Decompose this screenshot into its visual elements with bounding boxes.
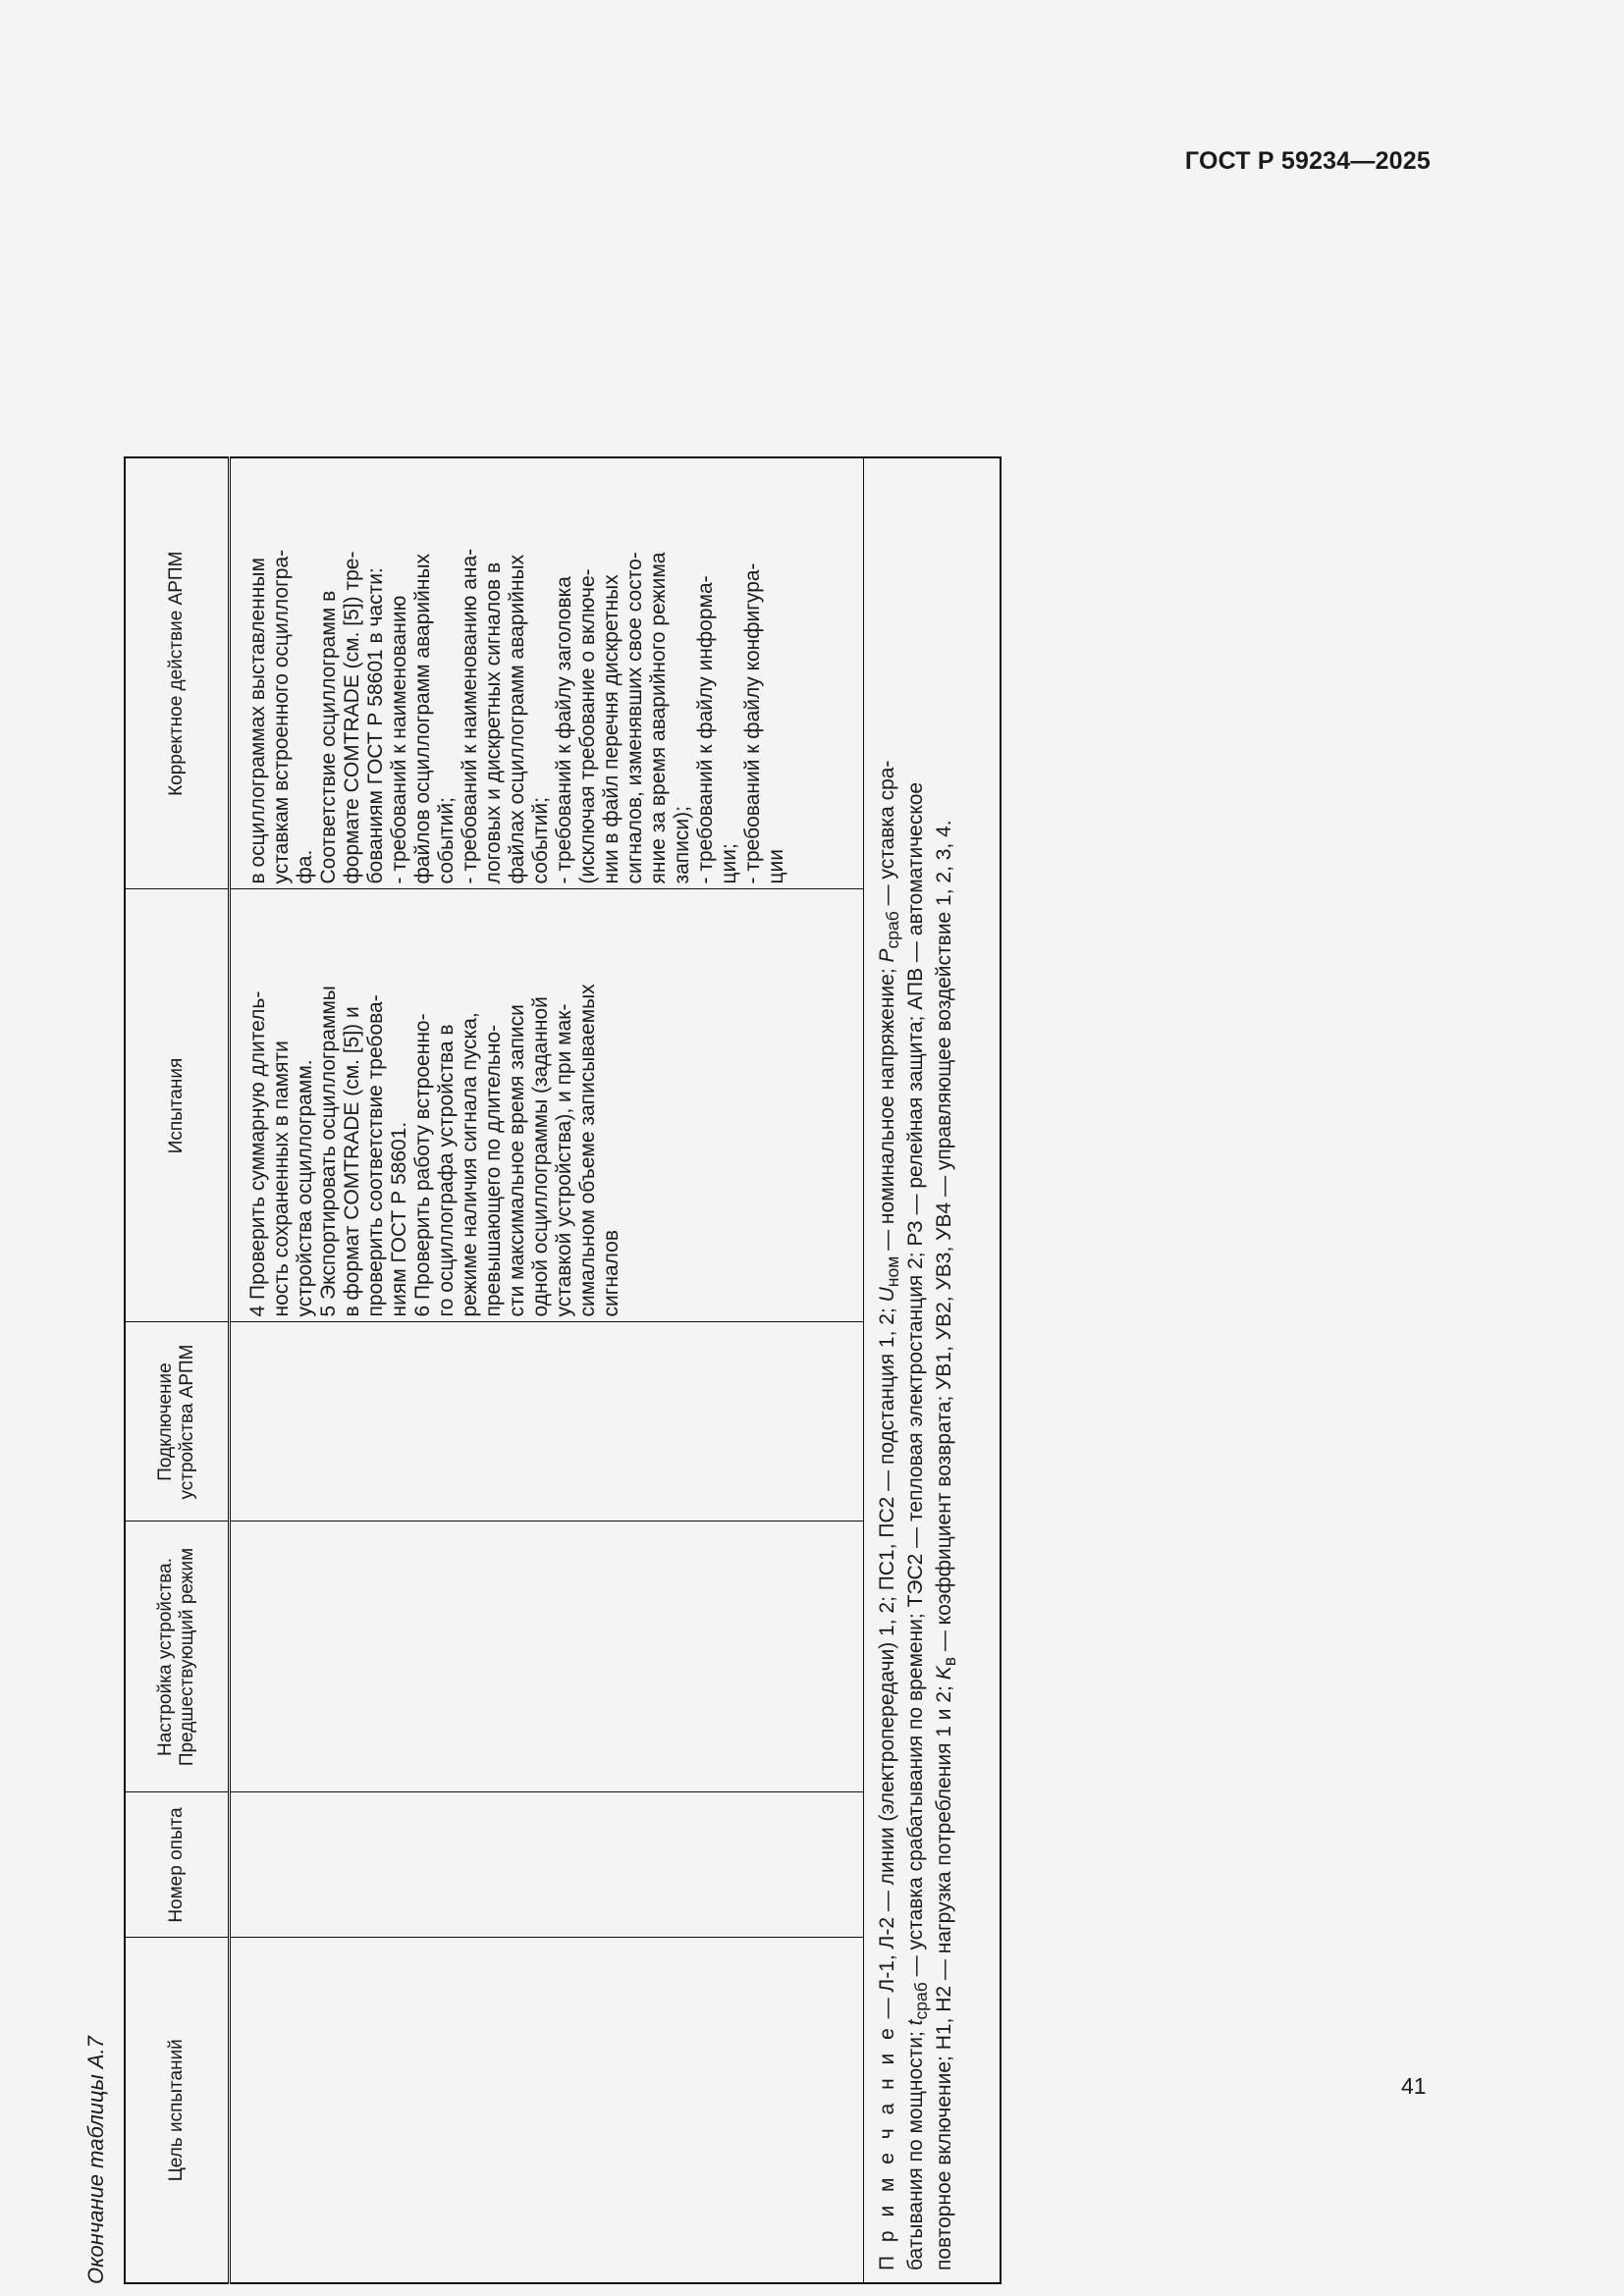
action-line: в осциллограммах выставленным [246, 558, 270, 884]
tests-line: ниям ГОСТ Р 58601. [388, 1121, 411, 1317]
note-text: — коэффициент возврата; УВ1, УВ2, УВ3, УВ4 — управляющее воздействие 1, 2, 3, 4. [933, 820, 956, 1657]
action-line: уставкам встроенного осциллогра- [270, 549, 294, 884]
symbol-t: t [903, 2019, 927, 2026]
note-text: — уставка сра- [875, 760, 898, 912]
note-line-3 [933, 466, 961, 2270]
action-line: - требований к файлу конфигура- [741, 562, 765, 884]
tests-line: превышающего по длительно- [482, 1024, 506, 1317]
action-line: файлов осциллограмм аварийных [411, 553, 435, 884]
tests-line: 4 Проверить суммарную длитель- [246, 990, 270, 1317]
note-label: П р и м е ч а н и е [875, 2024, 898, 2270]
action-line: фа. [294, 849, 317, 884]
symbol-k-subscript: в [940, 1656, 960, 1667]
action-line: ции [765, 849, 788, 884]
action-line: файлах осциллограмм аварийных [506, 554, 529, 884]
action-line: - требований к наименованию [388, 595, 411, 884]
column-header-connection: Подключение устройства АРПМ [125, 1322, 230, 1522]
tests-line: 5 Экспортировать осциллограммы [317, 986, 341, 1317]
cell-test-number [230, 1792, 863, 1938]
table-header-row [125, 457, 230, 2283]
cell-correct-action [230, 457, 863, 889]
column-header-goal: Цель испытаний [125, 1938, 230, 2283]
tests-line: уставкой устройства), и при мак- [553, 1003, 576, 1317]
document-standard-number: ГОСТ Р 59234—2025 [1184, 147, 1431, 175]
symbol-u-subscript: ном [882, 1255, 902, 1288]
column-header-tests: Испытания [125, 889, 230, 1322]
symbol-k: K [933, 1666, 956, 1681]
tests-line: проверить соответствие требова- [364, 994, 388, 1317]
symbol-p-subscript: сраб [882, 911, 902, 949]
table-note [863, 457, 1001, 2283]
rotated-table-block [83, 458, 985, 2284]
note-text: — Л-1, Л-2 — линии (электропередачи) 1, 2; ПС1, ПС2 — подстанция 1, 2; [875, 1302, 898, 2025]
note-line-2 [904, 466, 933, 2270]
action-line: - требований к файлу заголовка [553, 576, 576, 884]
tests-line: одной осциллограммы (заданной [529, 996, 553, 1317]
action-line: Соответствие осциллограмм в [317, 590, 341, 884]
table-row [230, 457, 863, 2283]
symbol-u: U [875, 1287, 898, 1303]
table-a7 [124, 456, 1001, 2284]
action-line: бованиям ГОСТ Р 58601 в части: [364, 567, 388, 884]
tests-line: симальном объеме записываемых [576, 984, 600, 1317]
tests-line: ность сохраненных в памяти [270, 1041, 294, 1317]
tests-line: 6 Проверить работу встроенно- [411, 1013, 435, 1317]
note-text: повторное включение; Н1, Н2 — нагрузка потребления 1 и 2; [933, 1680, 956, 2270]
tests-line: го осциллографа устройства в [435, 1024, 459, 1317]
note-text: — уставка срабатывания по времени; ТЭС2 — тепловая электростанция 2; РЗ — релейная защита; АПВ — автоматическое [903, 781, 927, 1983]
symbol-p: P [875, 948, 898, 963]
cell-tests [230, 889, 863, 1322]
table-caption: Окончание таблицы А.7 [83, 2036, 108, 2284]
action-line: яние за время аварийного режима [647, 552, 671, 884]
tests-line: сти максимальное время записи [506, 1004, 529, 1317]
note-text: батывания по мощности; [903, 2025, 927, 2270]
page-number: 41 [1401, 2073, 1427, 2099]
action-line: формате COMTRADE (см. [5]) тре- [341, 551, 364, 884]
note-text: — номинальное напряжение; [875, 962, 898, 1256]
action-line: ции; [718, 843, 741, 884]
tests-line: режиме наличия сигнала пуска, [459, 1012, 482, 1317]
cell-connection [230, 1322, 863, 1522]
action-line: - требований к наименованию ана- [459, 548, 482, 884]
action-line: событий; [435, 797, 459, 884]
action-line: нии в файл перечня дискретных [600, 574, 623, 884]
tests-line: устройства осциллограмм. [294, 1059, 317, 1317]
cell-device-setup [230, 1522, 863, 1792]
action-line: событий; [529, 797, 553, 884]
symbol-t-subscript: сраб [911, 1982, 932, 2020]
tests-line: сигналов [600, 1230, 623, 1317]
note-line-1 [876, 466, 904, 2270]
action-line: (исключая требование о включе- [576, 568, 600, 884]
tests-line: в формат COMTRADE (см. [5]) и [341, 1006, 364, 1317]
column-header-device-setup: Настройка устройства. Предшествующий режим [125, 1522, 230, 1792]
column-header-test-number: Номер опыта [125, 1792, 230, 1938]
cell-goal [230, 1938, 863, 2283]
action-line: - требований к файлу информа- [694, 575, 718, 884]
table-note-row [863, 457, 1001, 2283]
action-line: записи); [671, 806, 694, 884]
column-header-correct-action: Корректное действие АРПМ [125, 457, 230, 889]
action-line: логовых и дискретных сигналов в [482, 561, 506, 884]
action-line: сигналов, изменявших свое состо- [623, 552, 647, 884]
